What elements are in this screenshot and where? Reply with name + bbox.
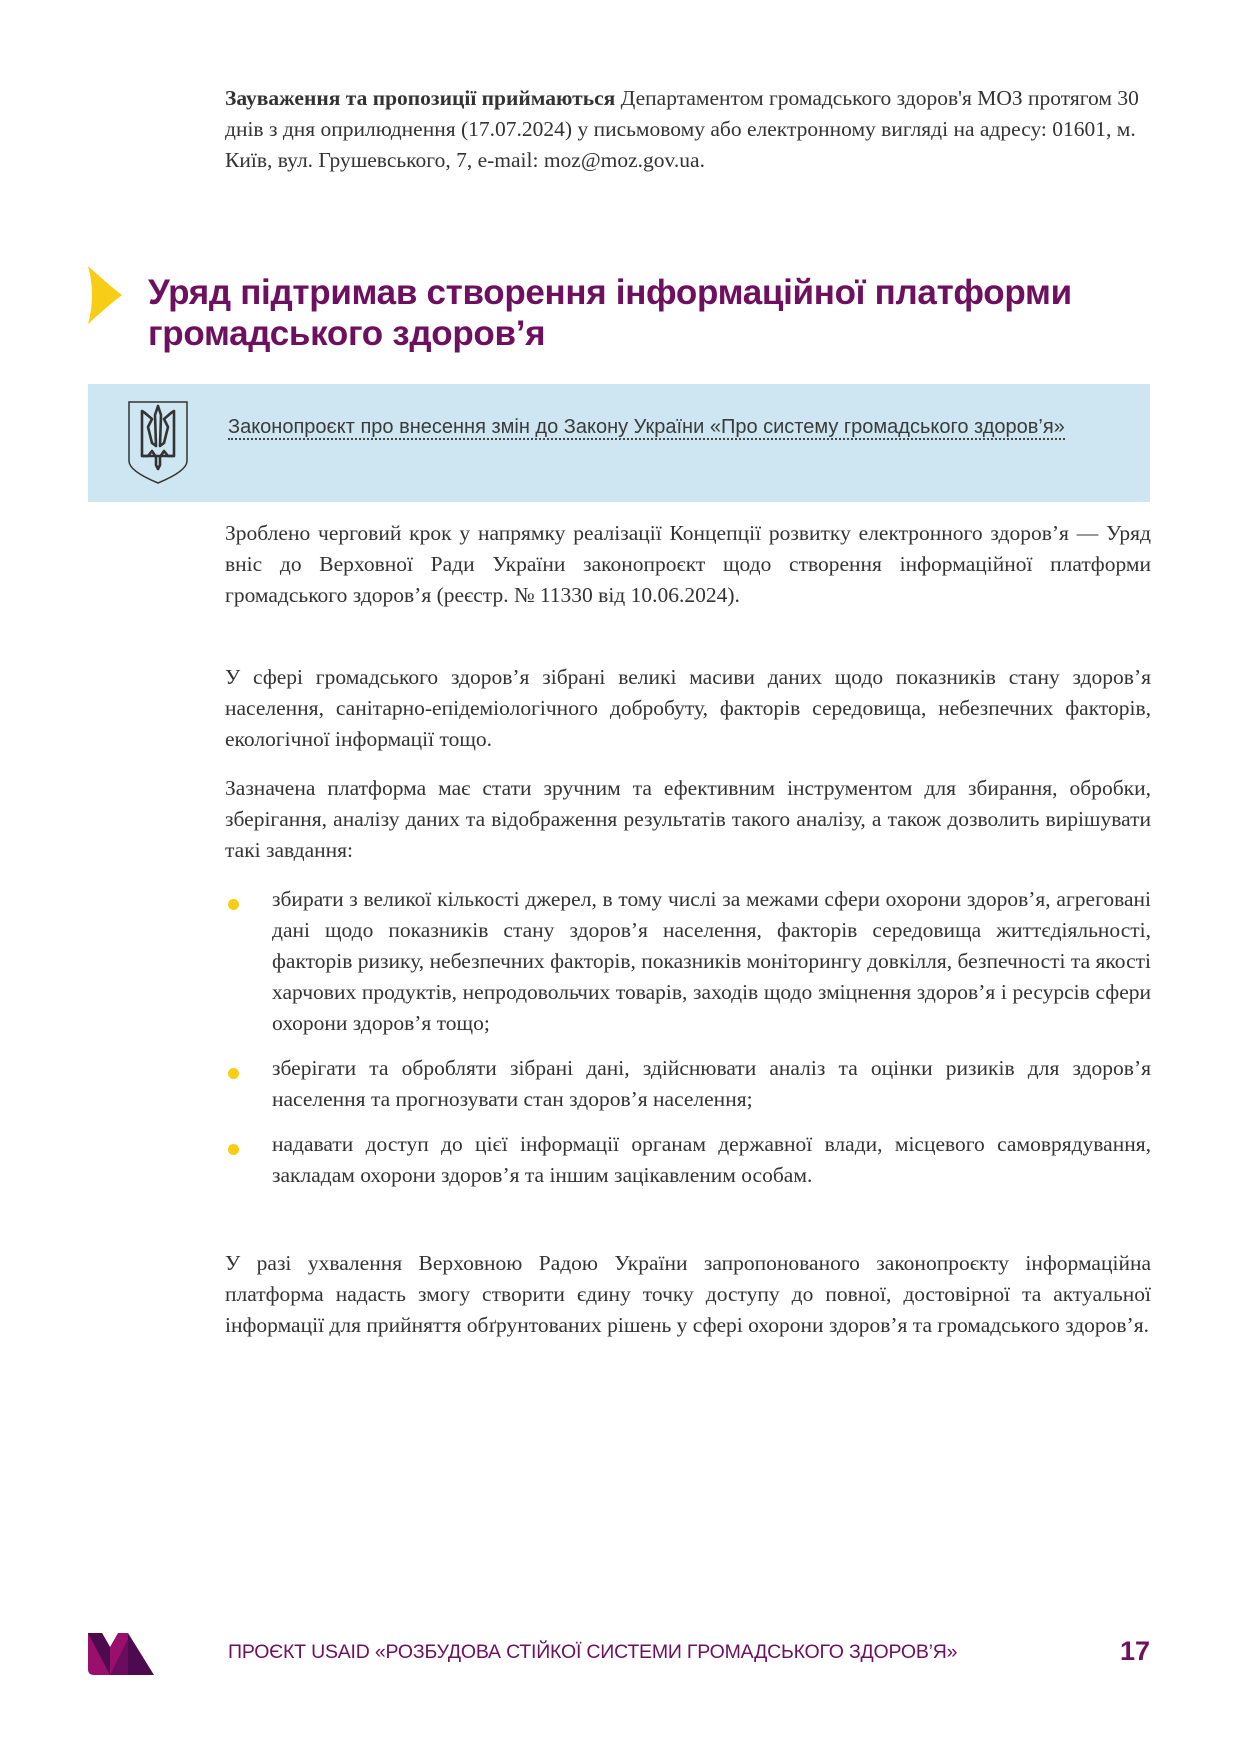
list-item-text: збирати з великої кількості джерел, в тому числі за межами сфери охорони здоров’я, агреговані дані щодо показників стану здоров’я населення, факторів середовища життєдіяльності, факторів ризику, небезпечних факторів, показників моніторингу довкілля, безпечності та якості харчових продуктів, непродовольчих товарів, заходів щодо зміцнення здоров’я і ресурсів сфери охорони здоров’я тощо; bbox=[272, 887, 1151, 1035]
list-item-text: зберігати та обробляти зібрані дані, здійснювати аналіз та оцінки ризиків для здоров’я населення та прогнозувати стан здоров’я населення; bbox=[272, 1056, 1151, 1111]
footer-project-title: ПРОЄКТ USAID «РОЗБУДОВА СТІЙКОЇ СИСТЕМИ ГРОМАДСЬКОГО ЗДОРОВ’Я» bbox=[228, 1641, 958, 1663]
notice-bold-lead: Зауваження та пропозиції приймаються bbox=[225, 86, 616, 110]
page-footer bbox=[88, 1628, 1152, 1678]
section-heading-block bbox=[88, 266, 1158, 366]
notice-text: Департаментом громадського здоров'я МОЗ протягом 30 днів з дня оприлюднення (17.07.2024) у письмовому або електронному вигляді на адресу: 01601, м. Київ, вул. Грушевського, 7, e-mail: moz@moz.gov.ua. bbox=[225, 86, 1139, 172]
bullet-dot-icon bbox=[228, 899, 239, 910]
law-infobox bbox=[88, 384, 1150, 502]
list-item bbox=[225, 1053, 1151, 1115]
body-paragraph: Зроблено черговий крок у напрямку реалізації Концепції розвитку електронного здоров’я — Уряд вніс до Верховної Ради України законопроєкт щодо створення інформаційної платформи громадського здоров’я (реєстр. № 11330 від 10.06.2024). bbox=[225, 521, 1151, 607]
page-number: 17 bbox=[1119, 1636, 1150, 1666]
usaid-project-logo-icon bbox=[88, 1633, 154, 1675]
bullet-dot-icon bbox=[228, 1144, 239, 1155]
task-list bbox=[225, 884, 1151, 1205]
closing-paragraph: У разі ухвалення Верховною Радою України запропонованого законопроєкту інформаційна платформа надасть змогу створити єдину точку доступу до повної, достовірної та актуальної інформації для прийняття обґрунтованих рішень у сфері охорони здоров’я та громадського здоров’я. bbox=[225, 1251, 1151, 1337]
ukraine-trident-coat-of-arms-icon bbox=[128, 401, 188, 484]
body-paragraph: У сфері громадського здоров’я зібрані великі масиви даних щодо показників стану здоров’я населення, санітарно-епідеміологічного добробуту, факторів середовища, небезпечних факторів, екологічної інформації тощо. bbox=[225, 665, 1151, 751]
notice-paragraph bbox=[225, 83, 1151, 176]
list-item-text: надавати доступ до цієї інформації органам державної влади, місцевого самоврядування, закладам охорони здоров’я та іншим зацікавленим особам. bbox=[272, 1132, 1151, 1187]
section-heading: Уряд підтримав створення інформаційної платформи громадського здоров’я bbox=[148, 273, 1072, 353]
list-item bbox=[225, 1129, 1151, 1191]
law-link-text: Законопроєкт про внесення змін до Закону України «Про систему громадського здоров’я» bbox=[228, 416, 1065, 438]
yellow-chevron-icon bbox=[88, 266, 122, 324]
body-paragraph: Зазначена платформа має стати зручним та ефективним інструментом для збирання, обробки, зберігання, аналізу даних та відображення результатів такого аналізу, а також дозволить вирішувати такі завдання: bbox=[225, 776, 1151, 862]
list-item bbox=[225, 884, 1151, 1039]
law-link[interactable] bbox=[228, 414, 1128, 441]
bullet-dot-icon bbox=[228, 1068, 239, 1079]
